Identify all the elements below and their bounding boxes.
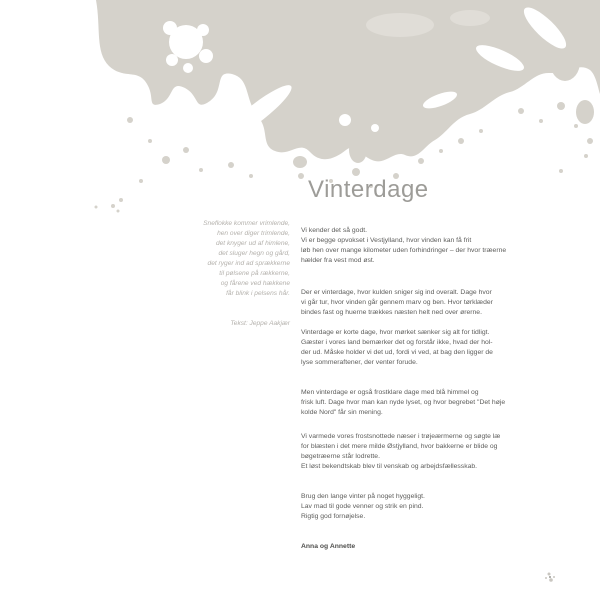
body-line: Brug den lange vinter på noget hyggeligt. — [301, 493, 425, 500]
body-line: der ud. Måske holder vi det ud, fordi vi ved, at bag den ligger de — [301, 349, 493, 356]
poem-line: Sneflokke kommer vrimlende, — [203, 220, 290, 227]
poem-block — [110, 219, 290, 329]
body-line: Lav mad til gode venner og strik en pind. — [301, 503, 424, 510]
body-line: frisk luft. Dage hvor man kan nyde lyset, og hvor begrebet "Det høje — [301, 399, 506, 406]
watercolor-splash — [0, 0, 600, 260]
body-line: vi går tur, hvor vinden går gennem marv og ben. Hvor tørklæder — [301, 299, 493, 306]
poem-line: til pølsene på rækkerne, — [219, 270, 290, 277]
page-title: Vinterdage — [308, 176, 429, 203]
poem-credit: Tekst: Jeppe Aakjær — [230, 320, 290, 327]
body-line: bøgetræerne står lodrette. — [301, 453, 380, 460]
body-line: lyse sommeraftener, der venter forude. — [301, 359, 418, 366]
poem-line: det knyger ud af himlene, — [215, 240, 290, 247]
body-line: kolde Nord" får sin mening. — [301, 409, 383, 416]
body-line: bindes fast og huerne trækkes næsten helt ned over ørerne. — [301, 309, 482, 316]
poem-line: det ryger ind ad sprækkerne — [207, 260, 290, 267]
body-line: Vi varmede vores frostsnottede næser i trøjeærmerne og søgte læ — [301, 433, 501, 440]
poem-line: det sluger hegn og gård, — [218, 250, 290, 257]
poem-line: hen over diger trimlende, — [217, 230, 290, 237]
body-line: Men vinterdage er også frostklare dage med blå himmel og — [301, 389, 479, 396]
corner-speckle — [538, 566, 568, 592]
body-line: for blæsten i det mere milde Østjylland, hvor bakkerne er blide og — [301, 443, 498, 450]
poem-line: får blink i pelsens hår. — [226, 290, 290, 297]
author-signature: Anna og Annette — [301, 543, 356, 550]
body-line: hælder fra vest mod øst. — [301, 257, 375, 264]
body-line: Der er vinterdage, hvor kulden sniger sig ind overalt. Dage hvor — [301, 289, 492, 296]
poem-line: og fårene ved hækkene — [220, 280, 290, 287]
body-line: Vinterdage er korte dage, hvor mørket sænker sig alt for tidligt. — [301, 329, 490, 336]
body-line: løb hen over mange kilometer uden forhindringer – der hvor træerne — [301, 247, 507, 254]
body-line: Rigtig god fornøjelse. — [301, 513, 366, 520]
body-line: Gæster i vores land bemærker det og forstår ikke, hvad der hol- — [301, 339, 493, 346]
body-line: Vi kender det så godt. — [301, 227, 368, 234]
body-line: Et løst bekendtskab blev til venskab og arbejdsfællesskab. — [301, 463, 478, 470]
body-text — [301, 226, 516, 552]
body-line: Vi er begge opvokset i Vestjylland, hvor vinden kan få frit — [301, 237, 472, 244]
